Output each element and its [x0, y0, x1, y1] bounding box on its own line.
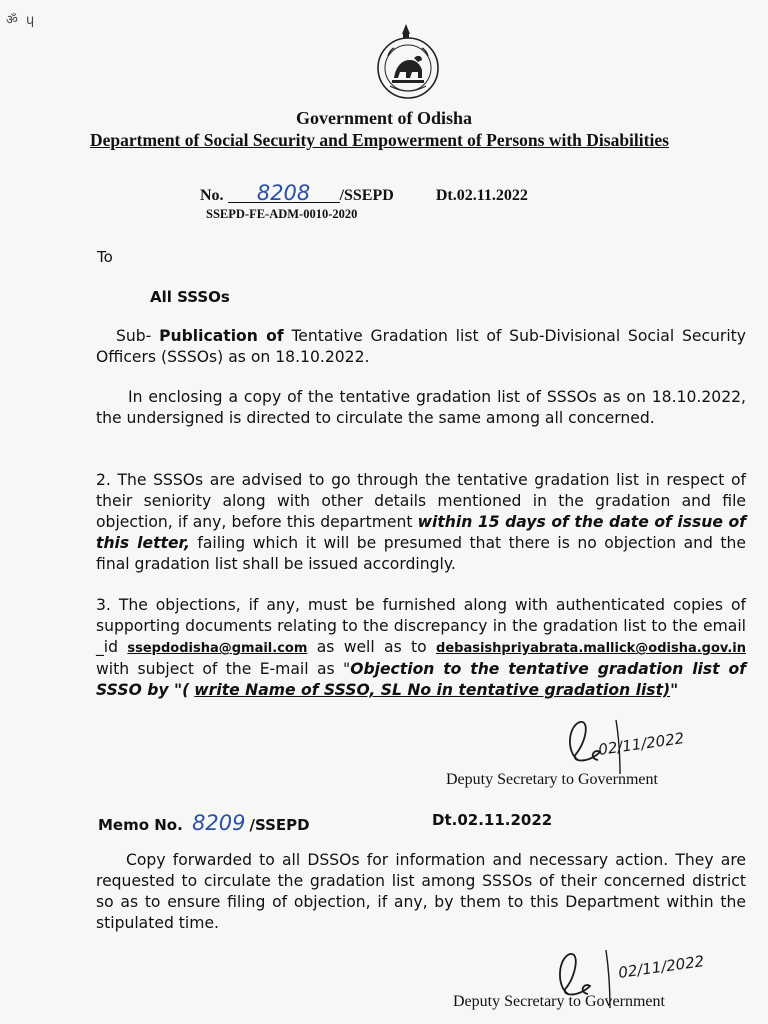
deadline-emphasis: within 15 days of the date of issue of this letter,	[96, 513, 746, 552]
memo-date: Dt.02.11.2022	[432, 811, 553, 829]
paragraph-2-text-2: failing which it will be presumed that there is no objection and the final gradation list shall be issued accordingly.	[96, 534, 746, 573]
subject-line	[96, 326, 746, 368]
paragraph-2-text-1: 2. The SSSOs are advised to go through the tentative gradation list in respect of their seniority along with other details mentioned in the gradation and file objection, if any, before this department	[96, 471, 746, 531]
memo-line	[98, 811, 553, 835]
paragraph-3-text-1: 3. The objections, if any, must be furnished along with authenticated copies of supporting documents relating to the discrepancy in the gradation list to the email _id	[96, 596, 746, 656]
reference-date: Dt.02.11.2022	[435, 187, 528, 204]
paragraph-3-text-2: as well as to	[316, 638, 427, 656]
memo-no-value: 8209	[192, 811, 246, 835]
reference-line	[200, 181, 528, 205]
subject-prefix: Sub-	[116, 327, 152, 345]
paragraph-2	[96, 470, 746, 575]
subject-text: Tentative Gradation list of Sub-Divisional Social Security Officers (SSSOs) as on 18.10.2022.	[96, 327, 746, 366]
email-subject-instruction: write Name of SSSO, SL No in tentative gradation list)	[194, 681, 671, 699]
reference-no-label: No.	[200, 187, 224, 204]
subject-bold: Publication of	[159, 327, 284, 345]
email-subject-line: Objection to the tentative gradation list of SSSO by "(	[96, 660, 746, 699]
signature-1-date: 02/11/2022	[597, 729, 686, 759]
reference-suffix: /SSEPD	[339, 187, 394, 204]
paragraph-3-text-3: with subject of the E-mail as "	[96, 660, 351, 678]
file-number: SSEPD-FE-ADM-0010-2020	[206, 207, 358, 221]
department-title: Department of Social Security and Empowerment of Persons with Disabilities	[90, 130, 669, 150]
signatory-title-1: Deputy Secretary to Government	[446, 771, 658, 788]
email-subject-close: "	[670, 681, 679, 699]
signatory-title-2: Deputy Secretary to Government	[453, 993, 665, 1010]
paragraph-4	[96, 850, 746, 934]
state-emblem-icon	[376, 20, 440, 104]
reference-no-value: 8208	[228, 184, 340, 203]
to-label: To	[97, 248, 113, 266]
paragraph-1	[96, 387, 746, 429]
corner-mark: ॐ ɥ	[6, 13, 37, 28]
memo-label: Memo No.	[98, 816, 183, 834]
paragraph-1-text: In enclosing a copy of the tentative gradation list of SSSOs as on 18.10.2022, the undersigned is directed to circulate the same among all concerned.	[96, 388, 746, 427]
memo-suffix: /SSEPD	[249, 816, 310, 834]
signature-2-date: 02/11/2022	[617, 952, 706, 982]
paragraph-3	[96, 595, 746, 701]
email-link-mallick[interactable]: debasishpriyabrata.mallick@odisha.gov.in	[436, 641, 746, 656]
addressee: All SSSOs	[150, 288, 230, 306]
government-title: Government of Odisha	[295, 108, 472, 128]
paragraph-4-text: Copy forwarded to all DSSOs for information and necessary action. They are requested to circulate the gradation list among SSSOs of their concerned district so as to ensure filing of objection, if any, by them to this Department within the stipulated time.	[96, 851, 746, 932]
email-link-ssepd[interactable]: ssepdodisha@gmail.com	[127, 641, 308, 656]
